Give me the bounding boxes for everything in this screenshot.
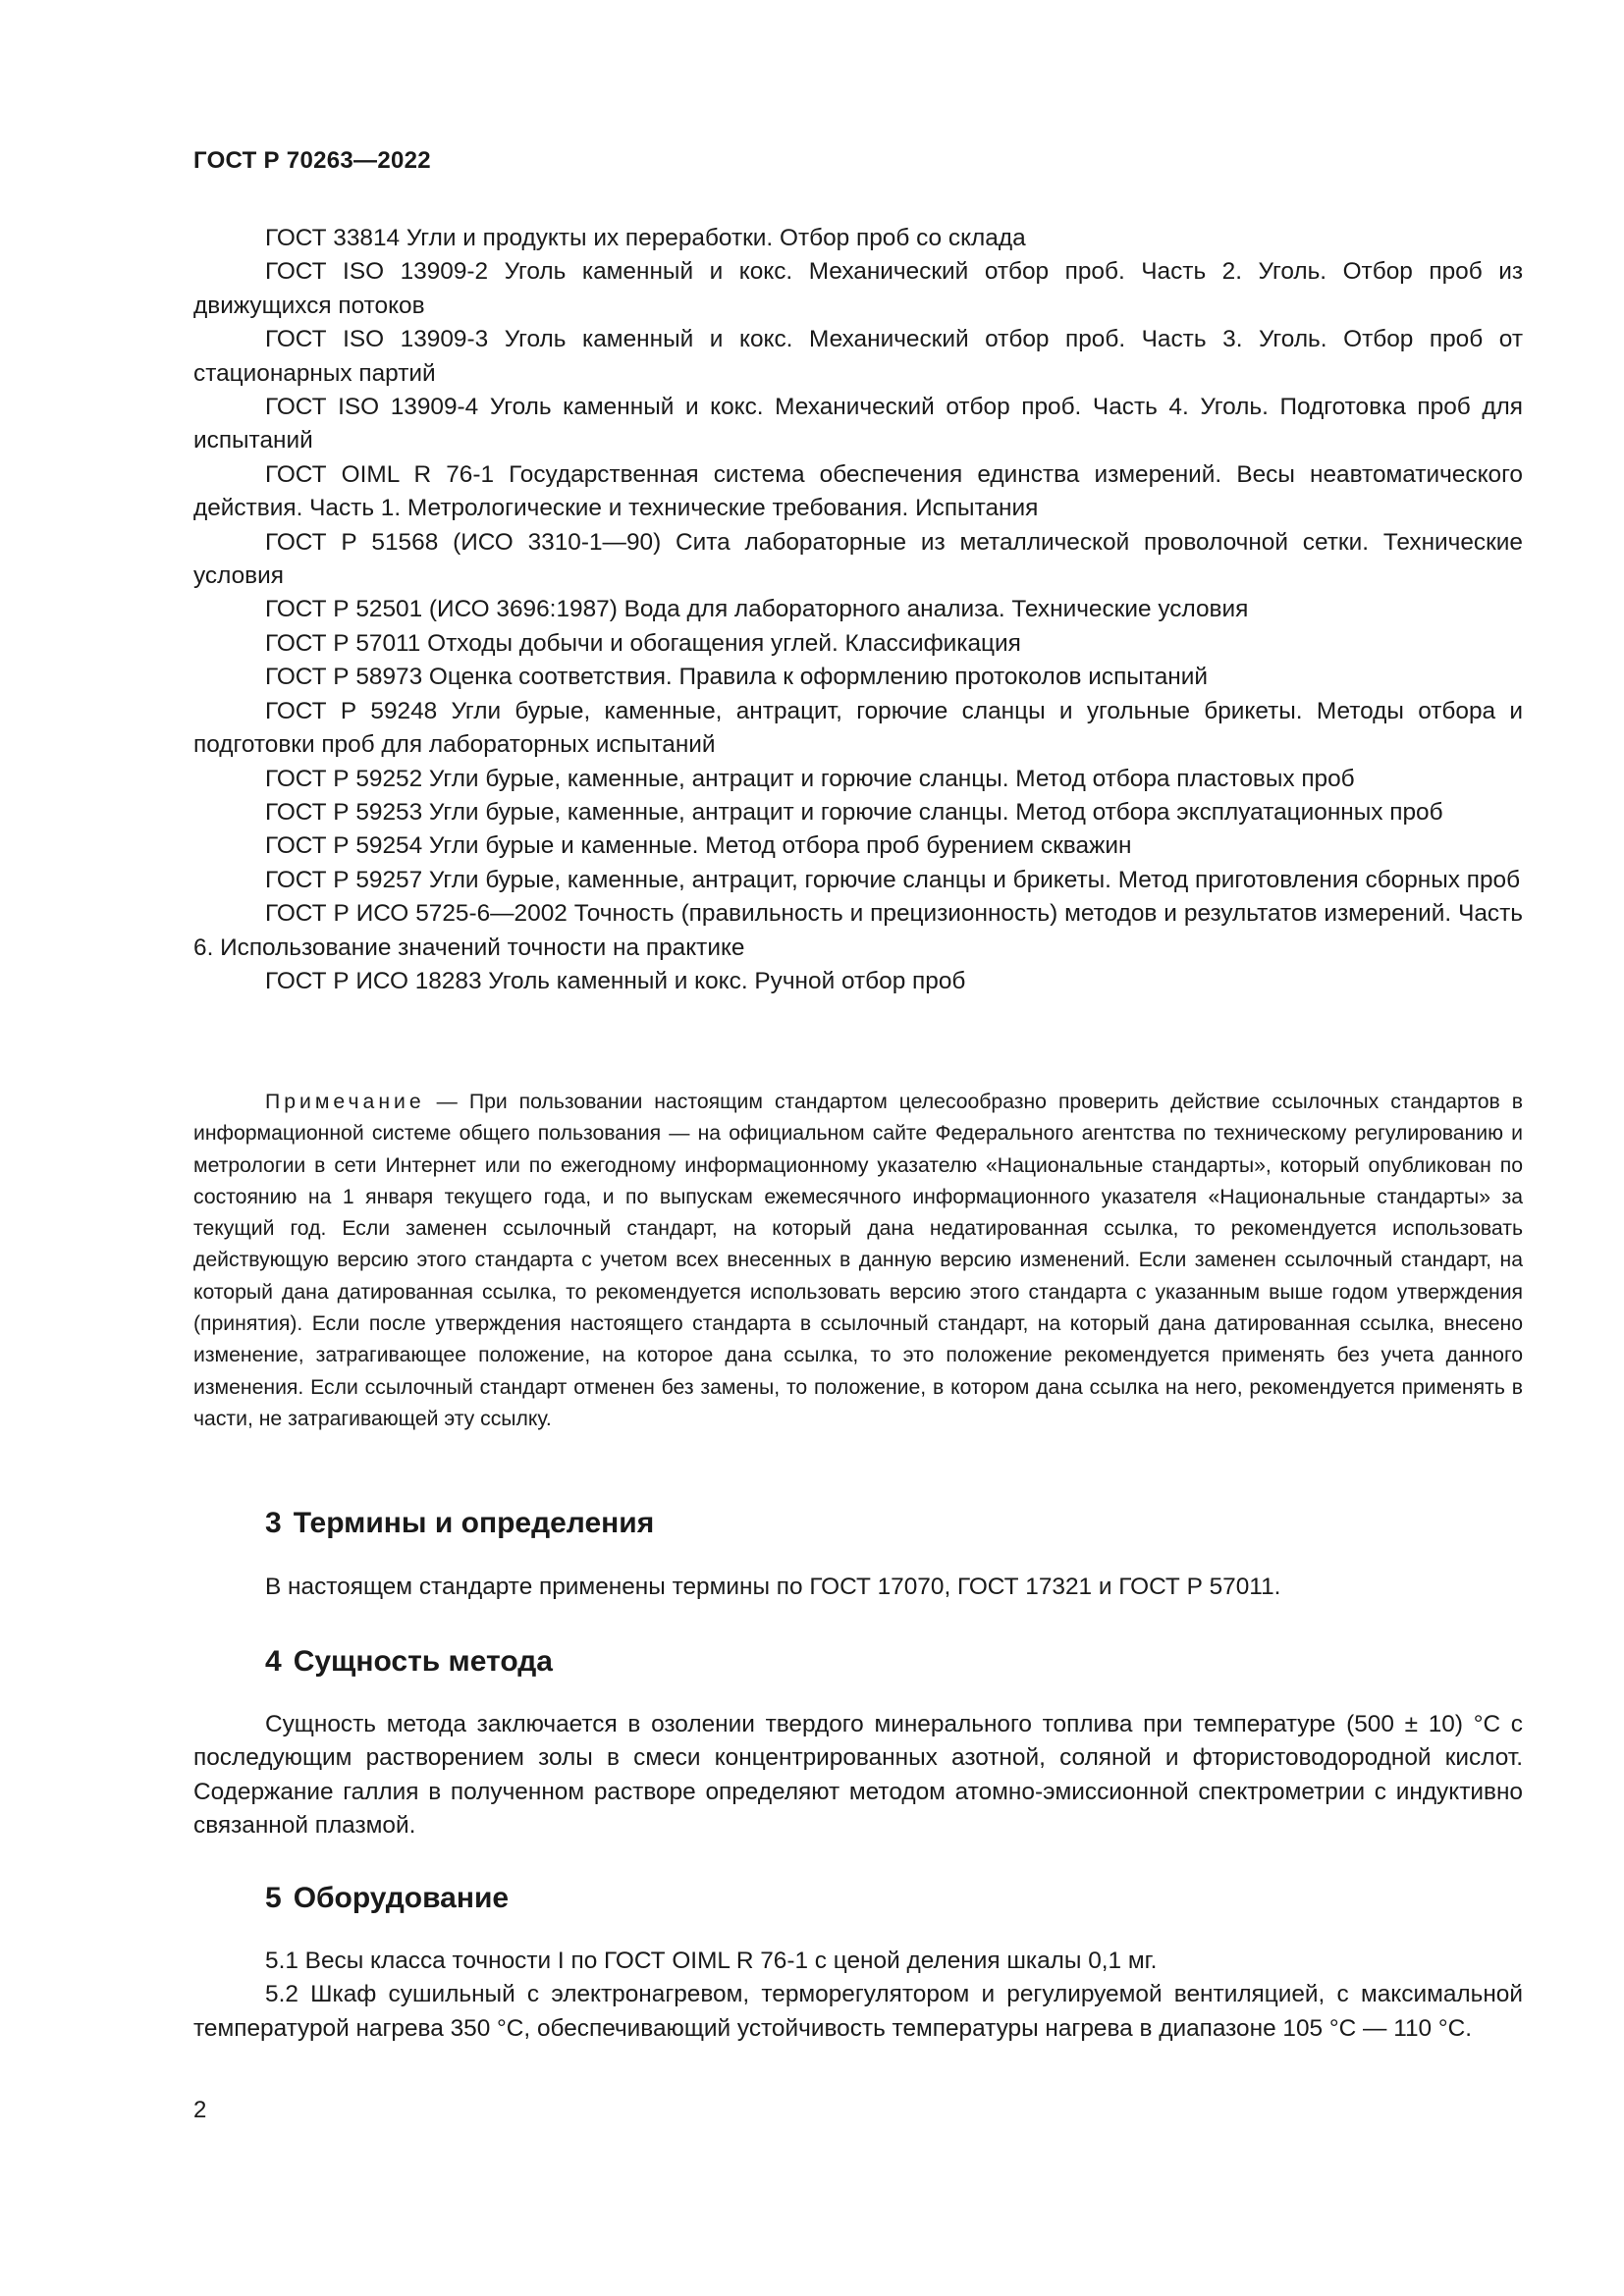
page-number: 2 (193, 2097, 207, 2123)
section-3-heading (265, 1507, 654, 1540)
section-5-heading (265, 1882, 509, 1915)
reference-item: ГОСТ Р 51568 (ИСО 3310-1—90) Сита лабораторные из металлической проволочной сетки. Технические условия (193, 528, 1523, 590)
normative-references-list (193, 222, 1523, 998)
section-title: Сущность метода (293, 1645, 553, 1678)
section-number: 3 (265, 1507, 282, 1539)
reference-item: ГОСТ Р 59257 Угли бурые, каменные, антрацит, горючие сланцы и брикеты. Метод приготовления сборных проб (265, 866, 1521, 893)
reference-item: ГОСТ 33814 Угли и продукты их переработки. Отбор проб со склада (265, 225, 1026, 251)
reference-item: ГОСТ Р 59254 Угли бурые и каменные. Метод отбора проб бурением скважин (265, 832, 1132, 860)
section-3-text: В настоящем стандарте применены термины по ГОСТ 17070, ГОСТ 17321 и ГОСТ Р 57011. (265, 1574, 1281, 1600)
reference-item: ГОСТ Р 52501 (ИСО 3696:1987) Вода для лабораторного анализа. Технические условия (265, 596, 1249, 623)
reference-item: ГОСТ Р 59253 Угли бурые, каменные, антрацит и горючие сланцы. Метод отбора эксплуатационных проб (265, 798, 1443, 826)
note-text: — При пользовании настоящим стандартом целесообразно проверить действие ссылочных стандартов в информационной системе общего пользования — на официальном сайте Федерального агентства по техническому регулированию и метрологии в сети Интернет или по ежегодному информационному указателю «Национальные стандарты», который опубликован по состоянию на 1 января текущего года, и по выпускам ежемесячного информационного указателя «Национальные стандарты» за текущий год. Если заменен ссылочный стандарт, на который дана недатированная ссылка, то рекомендуется использовать действующую версию этого стандарта с учетом всех внесенных в данную версию изменений. Если заменен ссылочный стандарт, на который дана датированная ссылка, то рекомендуется использовать версию этого стандарта с указанным выше годом утверждения (принятия). Если после утверждения настоящего стандарта в ссылочный стандарт, на который дана датированная ссылка, внесено изменение, затрагивающее положение, на которое дана ссылка, то это положение рекомендуется применять без учета данного изменения. Если ссылочный стандарт отменен без замены, то положение, в котором дана ссылка на него, рекомендуется применять в части, не затрагивающей эту ссылку. (193, 1091, 1523, 1430)
reference-item: ГОСТ Р 57011 Отходы добычи и обогащения углей. Классификация (265, 629, 1021, 657)
section-4-text: Сущность метода заключается в озолении твердого минерального топлива при температуре (500 ± 10) °С с последующим растворением золы в смеси концентрированных азотной, соляной и фтористоводородной кислот. Содержание галлия в полученном растворе определяют методом атомно-эмиссионной спектрометрии с индуктивно связанной плазмой. (193, 1711, 1523, 1840)
reference-item: ГОСТ OIML R 76-1 Государственная система обеспечения единства измерений. Весы неавтоматического действия. Часть 1. Метрологические и технические требования. Испытания (193, 460, 1523, 522)
reference-item: ГОСТ Р 59252 Угли бурые, каменные, антрацит и горючие сланцы. Метод отбора пластовых проб (265, 765, 1355, 792)
section-number: 4 (265, 1645, 282, 1678)
reference-item: ГОСТ ISO 13909-2 Уголь каменный и кокс. Механический отбор проб. Часть 2. Уголь. Отбор проб из движущихся потоков (193, 258, 1523, 319)
equipment-item: 5.1 Весы класса точности I по ГОСТ OIML R 76-1 с ценой деления шкалы 0,1 мг. (265, 1948, 1158, 1974)
document-code: ГОСТ Р 70263—2022 (193, 147, 431, 174)
section-5-items (193, 1945, 1523, 2046)
reference-item: ГОСТ ISO 13909-4 Уголь каменный и кокс. Механический отбор проб. Часть 4. Уголь. Подготовка проб для испытаний (193, 394, 1523, 454)
reference-item: ГОСТ Р 58973 Оценка соответствия. Правила к оформлению протоколов испытаний (265, 664, 1208, 691)
equipment-item: 5.2 Шкаф сушильный с электронагревом, терморегулятором и регулируемой вентиляцией, с максимальной температурой нагрева 350 °С, обеспечивающий устойчивость температуры нагрева в диапазоне 105 °С — 110 °С. (193, 1981, 1523, 2042)
section-title: Термины и определения (293, 1507, 655, 1539)
section-number: 5 (265, 1882, 282, 1914)
note-paragraph (193, 1087, 1523, 1435)
reference-item: ГОСТ ISO 13909-3 Уголь каменный и кокс. Механический отбор проб. Часть 3. Уголь. Отбор проб от стационарных партий (193, 326, 1523, 387)
section-4-heading (265, 1645, 553, 1679)
reference-item: ГОСТ Р ИСО 18283 Уголь каменный и кокс. Ручной отбор проб (265, 967, 966, 994)
reference-item: ГОСТ Р 59248 Угли бурые, каменные, антрацит, горючие сланцы и угольные брикеты. Методы отбора и подготовки проб для лабораторных испытаний (193, 697, 1523, 759)
note-label: Примечание (265, 1091, 425, 1113)
reference-item: ГОСТ Р ИСО 5725-6—2002 Точность (правильность и прецизионность) методов и результатов измерений. Часть 6. Использование значений точности на практике (193, 900, 1523, 961)
section-title: Оборудование (293, 1882, 510, 1914)
